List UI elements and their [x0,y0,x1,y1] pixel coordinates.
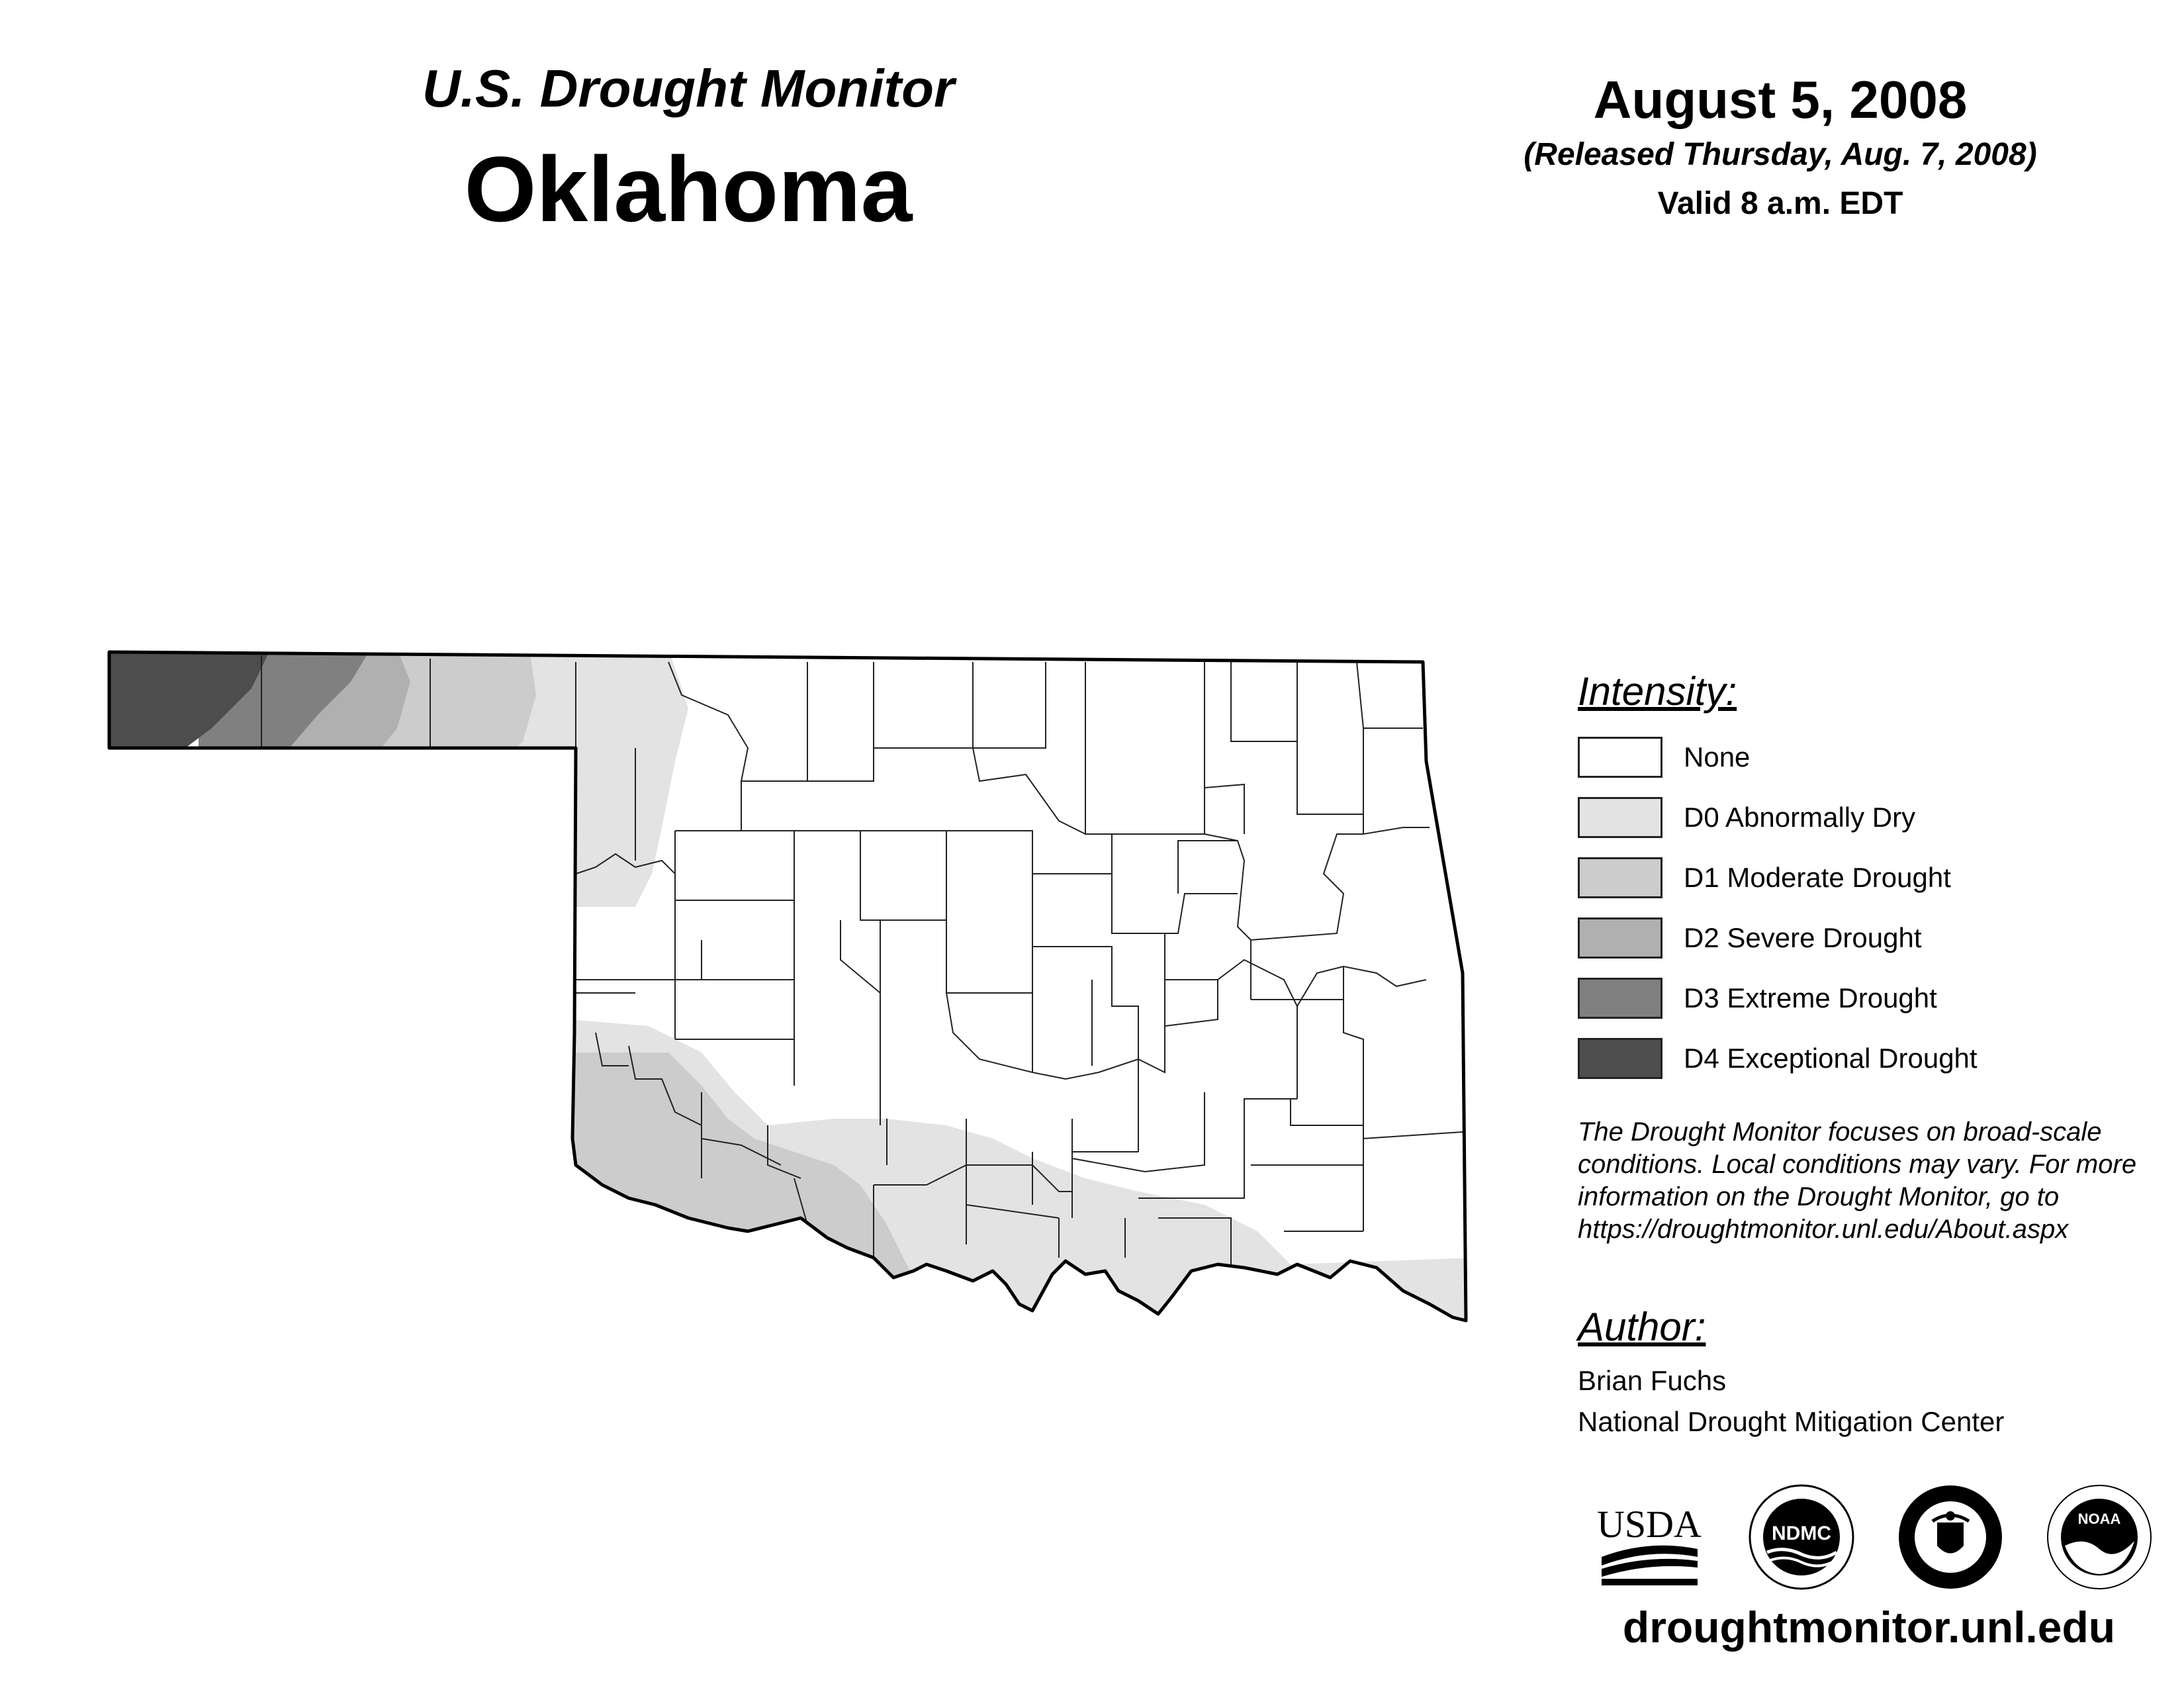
legend-label: D1 Moderate Drought [1684,862,1951,893]
legend-swatch [1578,917,1662,959]
author-organization: National Drought Mitigation Center [1578,1406,2005,1437]
legend-label: D0 Abnormally Dry [1684,802,1916,833]
state-title: Oklahoma [464,137,913,241]
legend-label: None [1684,741,1751,773]
noaa-logo [2045,1483,2154,1592]
map-date: August 5, 2008 [1593,70,1968,129]
drought-monitor-note: The Drought Monitor focuses on broad-scale conditions. Local conditions may vary. For more information on the Drought Monitor, go to https://droughtmonitor.unl.edu/About.aspx [1578,1117,2137,1244]
commerce-seal-logo [1896,1483,2005,1592]
legend-item-d3 [1578,977,1937,1019]
author-title: Author: [1578,1305,1706,1349]
legend-item-d0 [1578,796,1915,839]
release-date: (Released Thursday, Aug. 7, 2008) [1524,137,2037,172]
legend-swatch [1578,1038,1662,1079]
usda-logo [1595,1483,1704,1592]
legend-swatch [1578,857,1662,898]
legend-swatch [1578,797,1662,838]
website-url: droughtmonitor.unl.edu [1622,1603,2116,1652]
author-name: Brian Fuchs [1578,1365,1727,1396]
legend-swatch [1578,737,1662,778]
svg-text:NOAA: NOAA [2077,1511,2121,1527]
legend-label: D4 Exceptional Drought [1684,1043,1978,1074]
ndmc-logo [1747,1483,1856,1592]
svg-text:USDA: USDA [1597,1503,1702,1546]
legend-label: D3 Extreme Drought [1684,982,1937,1013]
product-title: U.S. Drought Monitor [422,59,955,118]
legend-label: D2 Severe Drought [1684,922,1922,953]
legend-item-d4 [1578,1037,1978,1080]
legend-swatch [1578,978,1662,1019]
legend-item-d2 [1578,917,1922,959]
valid-time: Valid 8 a.m. EDT [1657,186,1903,221]
legend-title: Intensity: [1578,669,1737,714]
legend-item-d1 [1578,857,1951,899]
legend-item-none [1578,736,1750,778]
svg-text:NDMC: NDMC [1772,1523,1831,1544]
